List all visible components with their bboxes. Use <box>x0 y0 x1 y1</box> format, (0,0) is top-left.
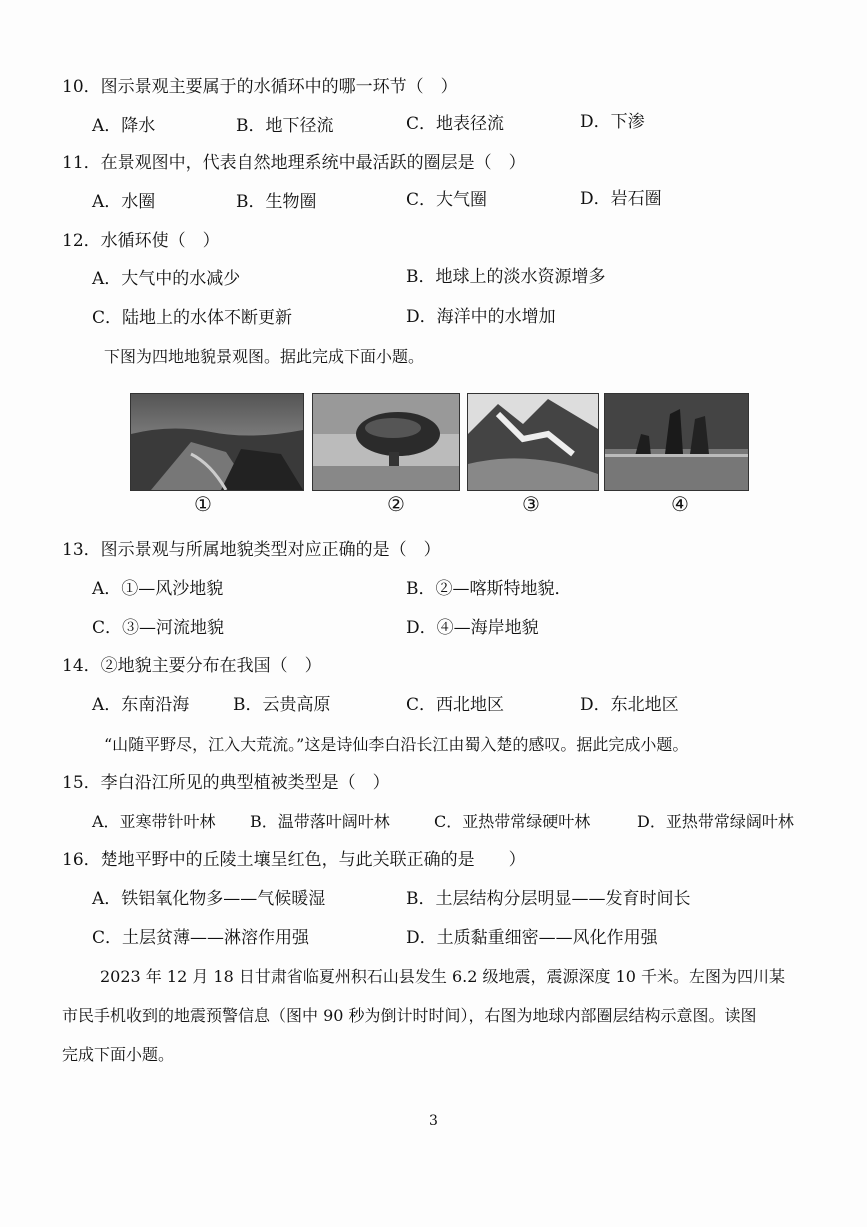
q15-option-c: C．亚热带常绿硬叶林 <box>434 812 591 831</box>
page-number: 3 <box>429 1113 438 1129</box>
earthquake-passage-line-2: 市民手机收到的地震预警信息（图中 90 秒为倒计时时间），右图为地球内部圈层结构示意图。读图 <box>62 1006 757 1025</box>
landform-photo-2 <box>312 393 460 491</box>
q14-option-c: C．西北地区 <box>406 695 505 715</box>
q13-option-d: D．④—海岸地貌 <box>406 618 539 638</box>
earthquake-passage-line-3: 完成下面小题。 <box>62 1045 175 1064</box>
q15-option-d: D．亚热带常绿阔叶林 <box>637 812 794 831</box>
q12-option-a: A．大气中的水减少 <box>92 269 241 289</box>
q14-option-d: D．东北地区 <box>580 695 679 715</box>
q10-option-c: C．地表径流 <box>406 114 505 134</box>
q14-option-a: A．东南沿海 <box>92 695 190 715</box>
q12-option-b: B．地球上的淡水资源增多 <box>406 267 606 287</box>
landform-photo-3 <box>467 393 599 491</box>
q13-option-c: C．③—河流地貌 <box>92 618 225 638</box>
landform-photo-4 <box>604 393 749 491</box>
landform-photo-1 <box>130 393 304 491</box>
q11-option-c: C．大气圈 <box>406 190 488 210</box>
landform-intro: 下图为四地地貌景观图。据此完成下面小题。 <box>104 347 425 366</box>
question-10-stem: 10．图示景观主要属于的水循环中的哪一环节（ ） <box>62 77 458 97</box>
q16-option-d: D．土质黏重细密——风化作用强 <box>406 928 658 948</box>
q15-option-a: A．亚寒带针叶林 <box>92 812 216 831</box>
photo-label-2: ② <box>387 492 405 516</box>
photo-label-4: ④ <box>671 492 689 516</box>
q14-option-b: B．云贵高原 <box>233 695 331 715</box>
q15-option-b: B．温带落叶阔叶林 <box>250 812 390 831</box>
question-16-stem: 16．楚地平野中的丘陵土壤呈红色，与此关联正确的是 ） <box>62 850 526 870</box>
question-11-stem: 11．在景观图中，代表自然地理系统中最活跃的圈层是（ ） <box>62 153 526 173</box>
earthquake-passage-line-1: 2023 年 12 月 18 日甘肃省临夏州积石山县发生 6.2 级地震，震源深度 10 千米。左图为四川某 <box>100 967 786 986</box>
q10-option-d: D．下渗 <box>580 112 645 132</box>
question-15-stem: 15．李白沿江所见的典型植被类型是（ ） <box>62 773 390 793</box>
question-12-stem: 12．水循环使（ ） <box>62 231 220 251</box>
q11-option-d: D．岩石圈 <box>580 189 662 209</box>
q10-option-a: A．降水 <box>92 116 156 136</box>
q12-option-c: C．陆地上的水体不断更新 <box>92 308 293 328</box>
question-13-stem: 13．图示景观与所属地貌类型对应正确的是（ ） <box>62 540 441 560</box>
q11-option-b: B．生物圈 <box>236 192 317 212</box>
q13-option-a: A．①—风沙地貌 <box>92 579 224 599</box>
q11-option-a: A．水圈 <box>92 192 156 212</box>
photo-label-3: ③ <box>522 492 540 516</box>
q13-option-b: B．②—喀斯特地貌． <box>406 579 572 599</box>
q10-option-b: B．地下径流 <box>236 116 334 136</box>
question-14-stem: 14．②地貌主要分布在我国（ ） <box>62 656 322 676</box>
poem-intro: “山随平野尽，江入大荒流。”这是诗仙李白沿长江由蜀入楚的感叹。据此完成小题。 <box>104 735 689 754</box>
q16-option-c: C．土层贫薄——淋溶作用强 <box>92 928 310 948</box>
q12-option-d: D．海洋中的水增加 <box>406 307 556 327</box>
photo-label-1: ① <box>194 492 212 516</box>
q16-option-a: A．铁铝氧化物多——气候暖湿 <box>92 889 326 909</box>
q16-option-b: B．土层结构分层明显——发育时间长 <box>406 889 691 909</box>
